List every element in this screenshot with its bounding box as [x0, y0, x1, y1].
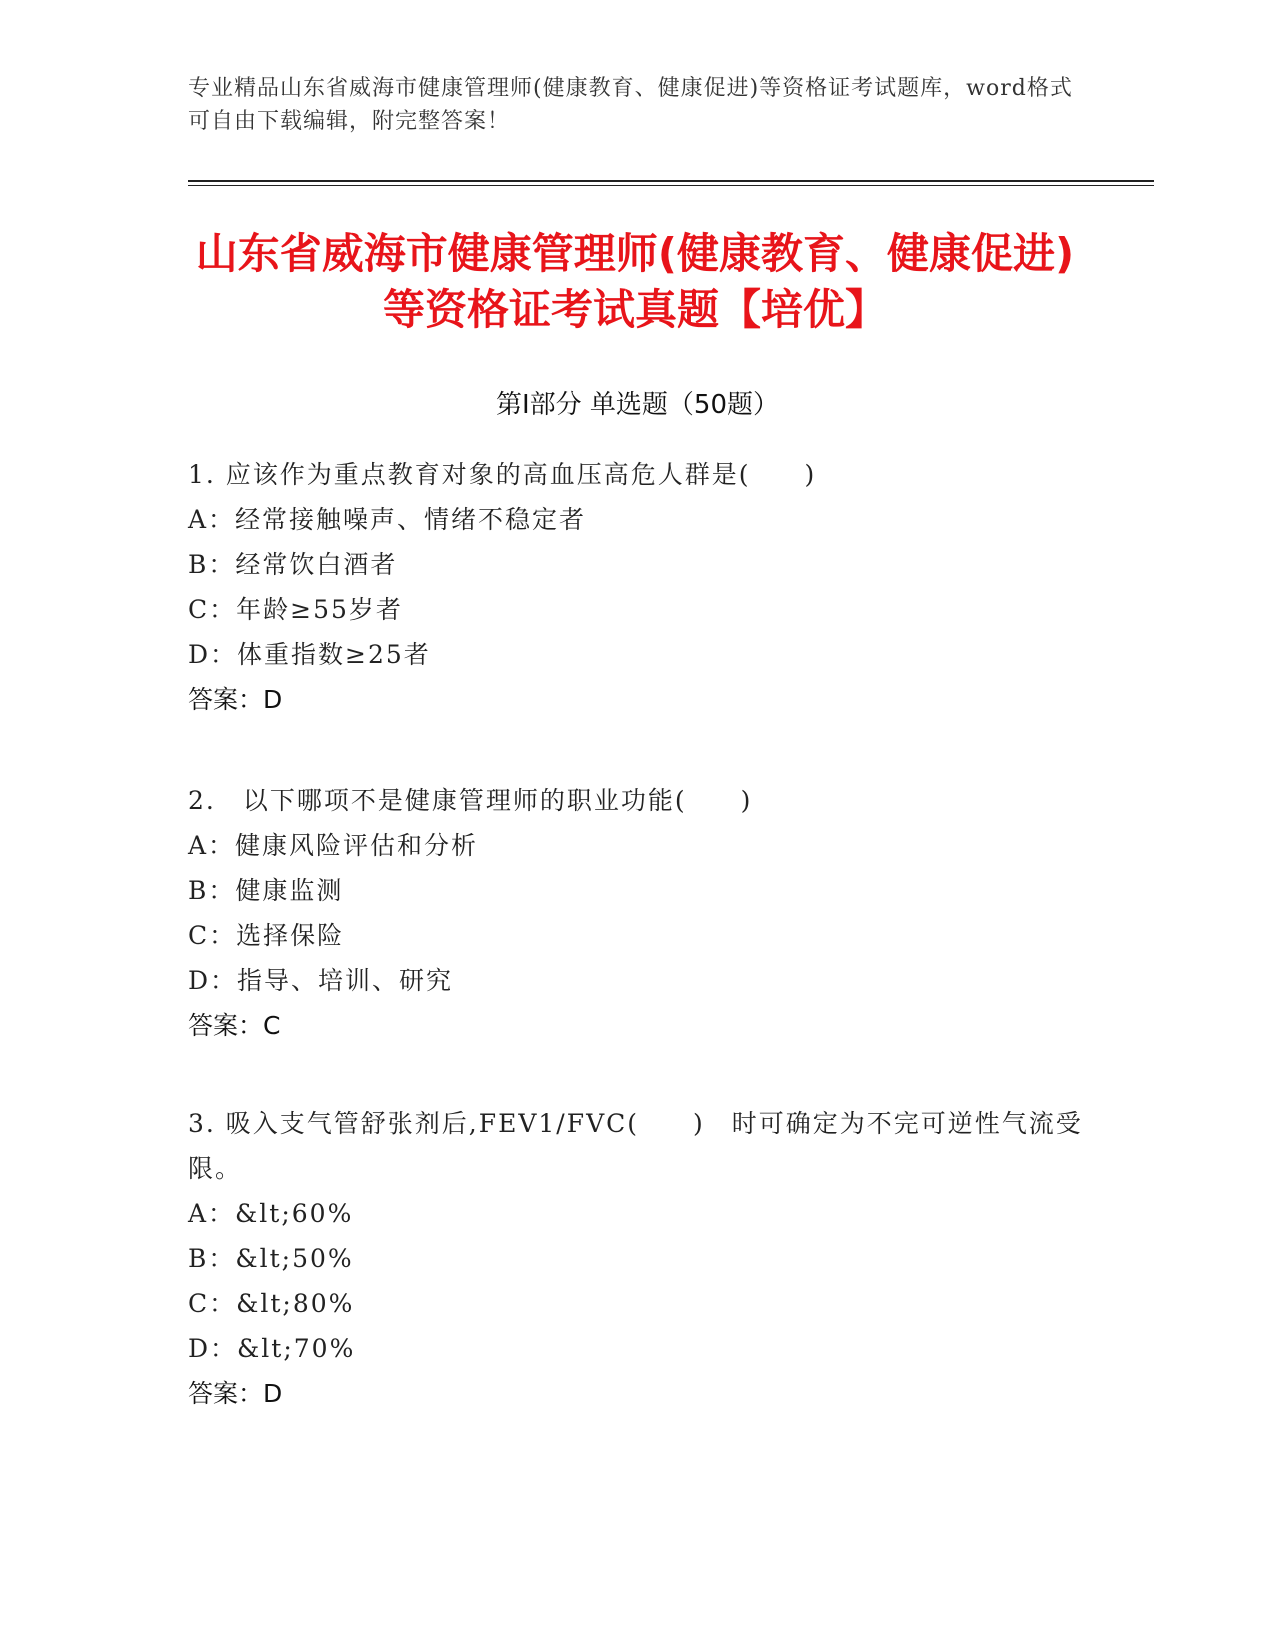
document-title: 山东省威海市健康管理师(健康教育、健康促进)等资格证考试真题【培优】 — [195, 229, 1075, 334]
section-heading: 第Ⅰ部分 单选题（50题） — [495, 390, 780, 420]
option-a: A：经常接触噪声、情绪不稳定者 — [188, 505, 587, 534]
option-c: C：年龄≥55岁者 — [188, 595, 403, 624]
header-rule-thin — [188, 185, 1154, 186]
option-d: D：&lt;70% — [188, 1334, 356, 1363]
question-stem: 2. 以下哪项不是健康管理师的职业功能( ) — [188, 786, 753, 815]
option-d: D：体重指数≥25者 — [188, 640, 431, 669]
question-1 — [188, 452, 1088, 723]
header-rule-thick — [188, 180, 1154, 182]
option-b: B：&lt;50% — [188, 1244, 354, 1273]
option-a: A：&lt;60% — [188, 1199, 354, 1228]
question-stem: 1. 应该作为重点教育对象的高血压高危人群是( ) — [188, 460, 817, 489]
answer: 答案：C — [188, 1011, 281, 1040]
answer: 答案：D — [188, 685, 283, 714]
header-note: 专业精品山东省威海市健康管理师(健康教育、健康促进)等资格证考试题库，word格式可自由下载编辑，附完整答案！ — [188, 76, 1073, 134]
answer: 答案：D — [188, 1379, 283, 1408]
option-c: C：选择保险 — [188, 921, 345, 950]
option-b: B：经常饮白酒者 — [188, 550, 398, 579]
question-3 — [188, 1101, 1088, 1417]
option-a: A：健康风险评估和分析 — [188, 831, 479, 860]
question-2 — [188, 778, 1088, 1049]
option-c: C：&lt;80% — [188, 1289, 355, 1318]
option-d: D：指导、培训、研究 — [188, 966, 454, 995]
question-stem: 3. 吸入支气管舒张剂后,FEV1/FVC( ) 时可确定为不完可逆性气流受限。 — [188, 1109, 1083, 1183]
option-b: B：健康监测 — [188, 876, 344, 905]
